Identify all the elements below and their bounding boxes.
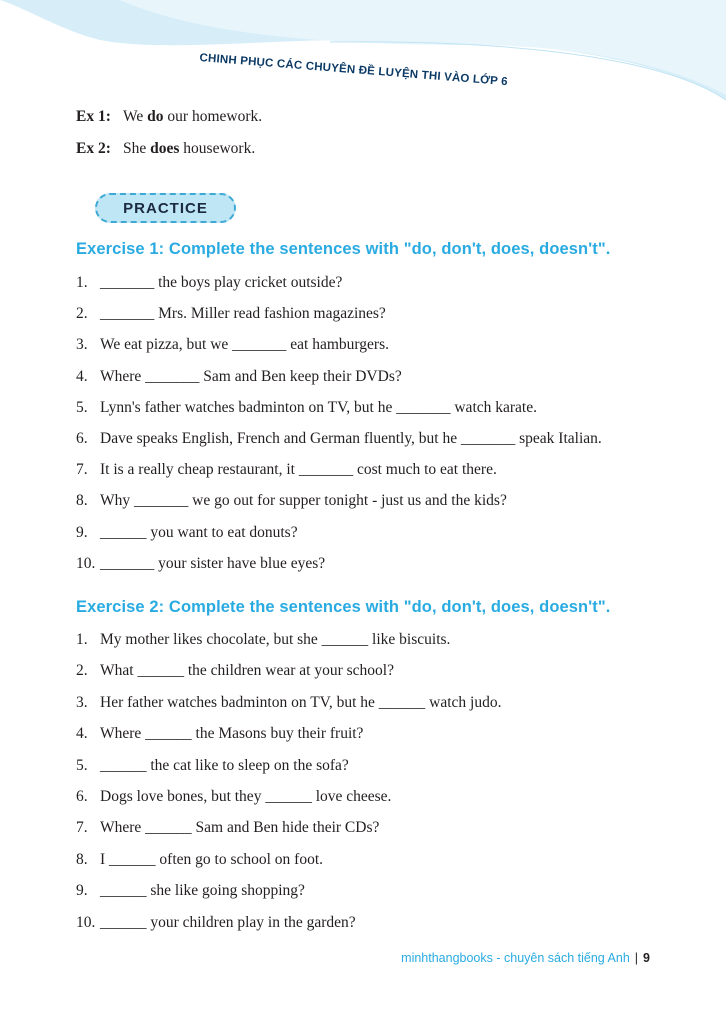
exercise-item (76, 430, 602, 448)
exercise-1-heading: Exercise 1: Complete the sentences with "do, don't, does, doesn't". (76, 240, 611, 258)
item-text: Where ______ the Masons buy their fruit? (100, 725, 364, 743)
item-number: 3. (76, 336, 88, 354)
practice-label: PRACTICE (123, 199, 208, 217)
item-text: ______ your children play in the garden? (100, 913, 356, 931)
item-text: It is a really cheap restaurant, it _______ cost much to eat there. (100, 461, 497, 479)
item-text: _______ your sister have blue eyes? (100, 554, 326, 572)
exercise-item (76, 461, 497, 479)
item-text: What ______ the children wear at your school? (100, 662, 394, 680)
item-text: I ______ often go to school on foot. (100, 850, 324, 868)
item-number: 6. (76, 430, 88, 447)
item-text: Dave speaks English, French and German fluently, but he _______ speak Italian. (100, 430, 602, 447)
exercise-item (76, 492, 507, 510)
item-text: ______ she like going shopping? (100, 882, 305, 900)
exercise-item (76, 555, 325, 573)
item-text: _______ the boys play cricket outside? (100, 274, 343, 291)
item-number: 1. (76, 274, 88, 291)
item-number: 8. (76, 492, 88, 510)
item-number: 5. (76, 756, 88, 774)
exercise-item (76, 757, 349, 775)
item-text: Where _______ Sam and Ben keep their DVDs? (100, 367, 402, 385)
item-number: 8. (76, 850, 88, 868)
item-number: 2. (76, 662, 88, 680)
item-text: Dogs love bones, but they ______ love cheese. (100, 788, 392, 805)
exercise-2-heading: Exercise 2: Complete the sentences with "do, don't, does, doesn't". (76, 598, 611, 616)
item-text: We eat pizza, but we _______ eat hamburgers. (100, 336, 389, 354)
footer (401, 951, 650, 965)
exercise-item (76, 694, 501, 712)
item-text: ______ you want to eat donuts? (100, 523, 298, 541)
item-number: 5. (76, 398, 88, 416)
exercise-item (76, 819, 379, 837)
exercise-item (76, 524, 298, 542)
item-text: Her father watches badminton on TV, but he ______ watch judo. (100, 693, 502, 711)
item-number: 7. (76, 461, 88, 479)
exercise-item (76, 851, 323, 869)
item-number: 9. (76, 523, 88, 541)
exercise-item (76, 336, 389, 354)
item-number: 10. (76, 554, 96, 572)
page-number: 9 (643, 951, 650, 965)
header-title: CHINH PHỤC CÁC CHUYÊN ĐỀ LUYỆN THI VÀO LỚP 6 (199, 52, 509, 89)
exercise-item (76, 725, 363, 743)
exercise-item (76, 368, 402, 386)
example-2: Ex 2: She does housework. (76, 140, 256, 157)
example-label: Ex 2: (76, 140, 111, 157)
exercise-item (76, 305, 386, 323)
exercise-item (76, 662, 394, 680)
exercise-item (76, 399, 537, 417)
practice-badge (95, 193, 236, 223)
example-1: Ex 1: We do our homework. (76, 108, 263, 125)
item-text: Lynn's father watches badminton on TV, but he _______ watch karate. (100, 398, 537, 416)
item-number: 10. (76, 913, 96, 931)
example-label: Ex 1: (76, 108, 111, 125)
item-number: 6. (76, 788, 88, 805)
item-number: 3. (76, 693, 88, 711)
item-number: 7. (76, 819, 88, 837)
item-number: 1. (76, 631, 88, 648)
exercise-item (76, 788, 391, 806)
item-number: 2. (76, 305, 88, 323)
exercise-item (76, 882, 305, 900)
item-text: Where ______ Sam and Ben hide their CDs? (100, 819, 380, 837)
item-number: 4. (76, 725, 88, 743)
footer-separator: | (634, 951, 639, 965)
item-number: 9. (76, 882, 88, 900)
item-text: My mother likes chocolate, but she ______ like biscuits. (100, 631, 451, 648)
exercise-item (76, 274, 342, 292)
footer-publisher: minhthangbooks - chuyên sách tiếng Anh (401, 951, 630, 965)
item-text: ______ the cat like to sleep on the sofa? (100, 756, 349, 774)
item-text: Why _______ we go out for supper tonight - just us and the kids? (100, 492, 507, 510)
item-number: 4. (76, 367, 88, 385)
exercise-item (76, 914, 356, 932)
exercise-item (76, 631, 450, 649)
header-wave-decoration (0, 0, 726, 110)
item-text: _______ Mrs. Miller read fashion magazines? (100, 305, 386, 323)
